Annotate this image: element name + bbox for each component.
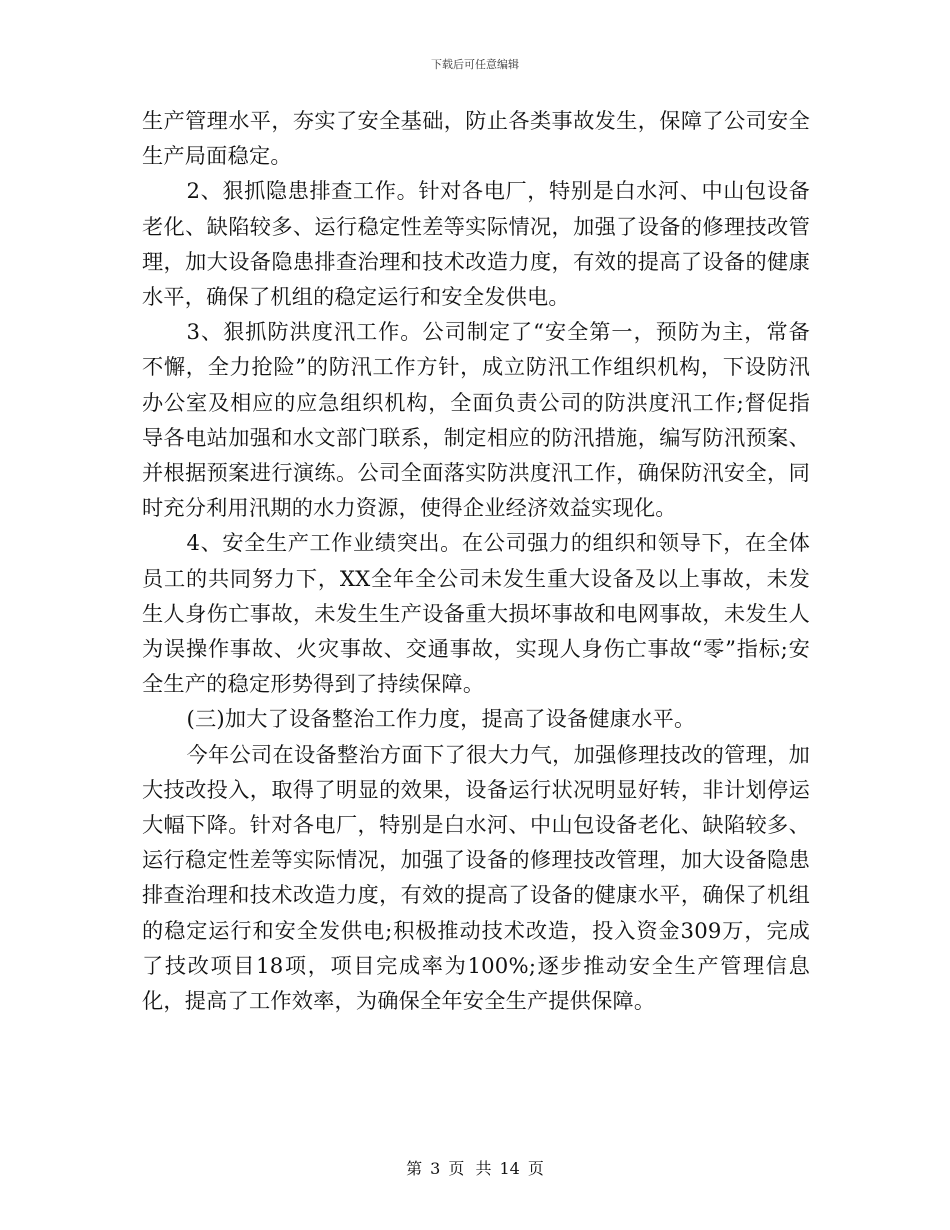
paragraph-6: 今年公司在设备整治方面下了很大力气，加强修理技改的管理，加大技改投入，取得了明显的效果，设备运行状况明显好转，非计划停运大幅下降。针对各电厂，特别是白水河、中山包设备老化、缺陷较多、运行稳定性差等实际情况，加强了设备的修理技改管理，加大设备隐患排查治理和技术改造力度，有效的提高了设备的健康水平，确保了机组的稳定运行和安全发供电;积极推动技术改造，投入资金309万，完成了技改项目18项，项目完成率为100%;逐步推动安全生产管理信息化，提高了工作效率，为确保全年安全生产提供保障。	[142, 741, 810, 1014]
document-body	[142, 103, 810, 1018]
paragraph-1: 生产管理水平，夯实了安全基础，防止各类事故发生，保障了公司安全生产局面稳定。	[142, 108, 810, 169]
footer-page-total: 14	[499, 1159, 520, 1178]
footer-prefix: 第	[406, 1159, 423, 1178]
page-header	[0, 56, 950, 72]
header-text: 下载后可任意编辑	[431, 58, 519, 71]
paragraph-2: 2、狠抓隐患排查工作。针对各电厂，特别是白水河、中山包设备老化、缺陷较多、运行稳定性差等实际情况，加强了设备的修理技改管理，加大设备隐患排查治理和技术改造力度，有效的提高了设备的健康水平，确保了机组的稳定运行和安全发供电。	[142, 178, 810, 310]
paragraph-5-heading: (三)加大了设备整治工作力度，提高了设备健康水平。	[186, 706, 696, 732]
footer-suffix: 页	[527, 1159, 544, 1178]
page-footer	[0, 1156, 950, 1179]
footer-mid: 页 共	[448, 1159, 492, 1178]
footer-page-current: 3	[430, 1159, 441, 1178]
paragraph-4: 4、安全生产工作业绩突出。在公司强力的组织和领导下，在全体员工的共同努力下，XX全年全公司未发生重大设备及以上事故，未发生人身伤亡事故，未发生生产设备重大损坏事故和电网事故，未发生人为误操作事故、火灾事故、交通事故，实现人身伤亡事故“零”指标;安全生产的稳定形势得到了持续保障。	[142, 530, 810, 697]
paragraph-3: 3、狠抓防洪度汛工作。公司制定了“安全第一，预防为主，常备不懈，全力抢险”的防汛工作方针，成立防汛工作组织机构，下设防汛办公室及相应的应急组织机构，全面负责公司的防洪度汛工作;督促指导各电站加强和水文部门联系，制定相应的防汛措施，编写防汛预案、并根据预案进行演练。公司全面落实防洪度汛工作，确保防汛安全，同时充分利用汛期的水力资源，使得企业经济效益实现化。	[142, 319, 810, 521]
